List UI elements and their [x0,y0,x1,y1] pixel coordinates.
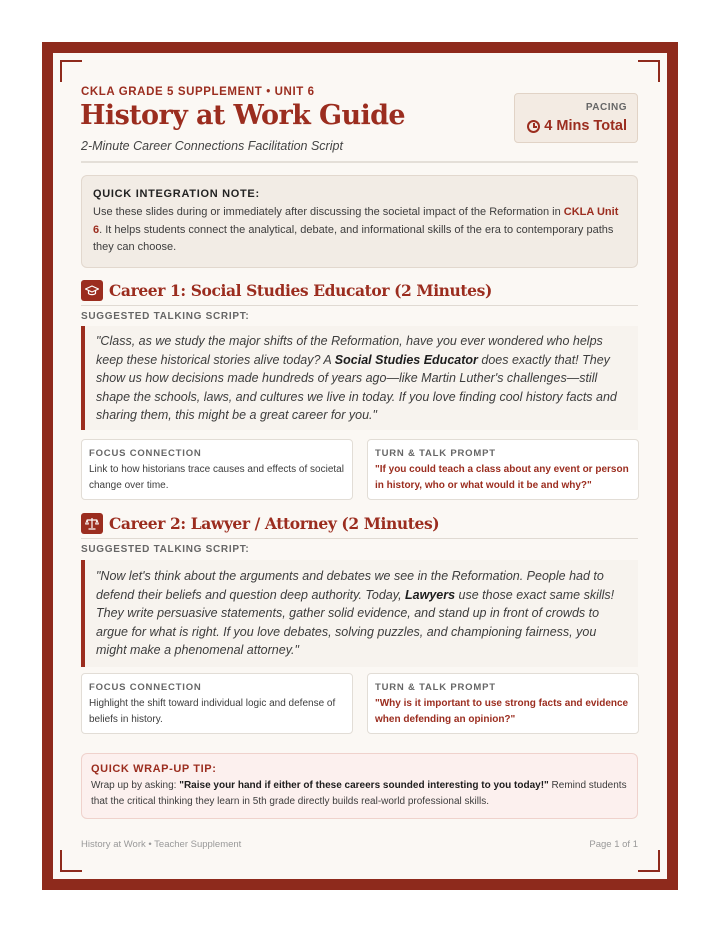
turn-talk-prompt: "If you could teach a class about any event or person in history, who or what would it be and why?" [375,464,629,491]
career-1-script-label: SUGGESTED TALKING SCRIPT: [81,311,250,322]
wrap-up-heading: QUICK WRAP-UP TIP: [91,763,217,775]
footer-left: History at Work • Teacher Supplement [81,839,242,850]
career-2-divider [81,538,638,539]
integration-note [81,175,638,268]
turn-talk-label: TURN & TALK PROMPT [375,682,496,693]
quote-1-before: "Class, as we study the major shifts of the Reformation, have you ever wondered who helps keep these historical stories alive today? A [96,334,603,367]
career-1-header [81,280,492,301]
header-eyebrow: CKLA GRADE 5 SUPPLEMENT • UNIT 6 [81,86,315,98]
career-2-title: Career 2: Lawyer / Attorney (2 Minutes) [109,514,440,533]
header-divider [81,161,638,163]
pacing-value-row [527,118,627,134]
note-text-after: . It helps students connect the analytical, debate, and informational skills of the era to contemporary paths they can choose. [93,223,614,253]
corner-ornament-bottom-left [60,850,82,872]
turn-talk-label: TURN & TALK PROMPT [375,448,496,459]
career-2-script-quote [81,560,638,667]
career-2-focus-card [81,673,353,734]
focus-connection-label: FOCUS CONNECTION [89,448,202,459]
pacing-value: 4 Mins Total [544,118,627,134]
pacing-label: PACING [585,102,627,113]
integration-note-heading: QUICK INTEGRATION NOTE: [93,188,260,200]
wrap-up-tip [81,753,638,819]
focus-connection-text: Link to how historians trace causes and effects of societal change over time. [89,464,344,491]
wrap-text-after: Remind students that the critical thinking they learn in 5th grade directly builds real-world professional skills. [91,780,627,807]
footer-page-number: Page 1 of 1 [589,839,638,850]
career-1-turn-card [367,439,639,500]
career-1-focus-card [81,439,353,500]
turn-talk-prompt: "Why is it important to use strong facts and evidence when defending an opinion?" [375,698,629,725]
clock-icon [527,120,540,133]
note-unit-highlight: CKLA Unit 6 [93,206,619,236]
career-1-script-quote [81,326,638,430]
quote-2-before: "Now let's think about the arguments and debates we see in the Reformation. People had to defend their beliefs and question deep authority. Today, [96,569,604,602]
corner-ornament-top-left [60,60,82,82]
page-subtitle: 2-Minute Career Connections Facilitation Script [81,139,343,153]
wrap-up-text [91,778,628,810]
career-1-title: Career 1: Social Studies Educator (2 Minutes) [109,281,492,300]
note-text-before: Use these slides during or immediately after discussing the societal impact of the Reformation in [93,206,564,218]
career-2-header [81,513,439,534]
graduation-cap-icon [81,280,103,301]
wrap-text-before: Wrap up by asking: [91,780,180,791]
wrap-bold-question: "Raise your hand if either of these careers sounded interesting to you today!" [179,780,549,791]
quote-2-after: use those exact same skills! They write persuasive statements, gather solid evidence, and stand up in front of crowds to argue for what is right. If you love debates, solving puzzles, and championing fairness, you might make a phenomenal attorney." [96,587,615,658]
focus-connection-text: Highlight the shift toward individual logic and defense of beliefs in history. [89,698,336,725]
career-2-turn-card [367,673,639,734]
page-title: History at Work Guide [80,100,405,131]
quote-1-after: does exactly that! They show us how decisions made hundreds of years ago—like Martin Luther's challenges—still shape the schools, laws, and cultures we live in today. If you love finding cool history facts and sharing them, this might be a great career for you." [96,352,617,423]
pacing-badge [514,93,638,143]
scales-icon [81,513,103,534]
career-2-script-label: SUGGESTED TALKING SCRIPT: [81,544,250,555]
corner-ornament-bottom-right [638,850,660,872]
career-1-divider [81,305,638,306]
corner-ornament-top-right [638,60,660,82]
quote-2-bold: Lawyers [405,587,456,602]
focus-connection-label: FOCUS CONNECTION [89,682,202,693]
quote-1-bold: Social Studies Educator [334,352,478,367]
integration-note-text [93,204,626,257]
